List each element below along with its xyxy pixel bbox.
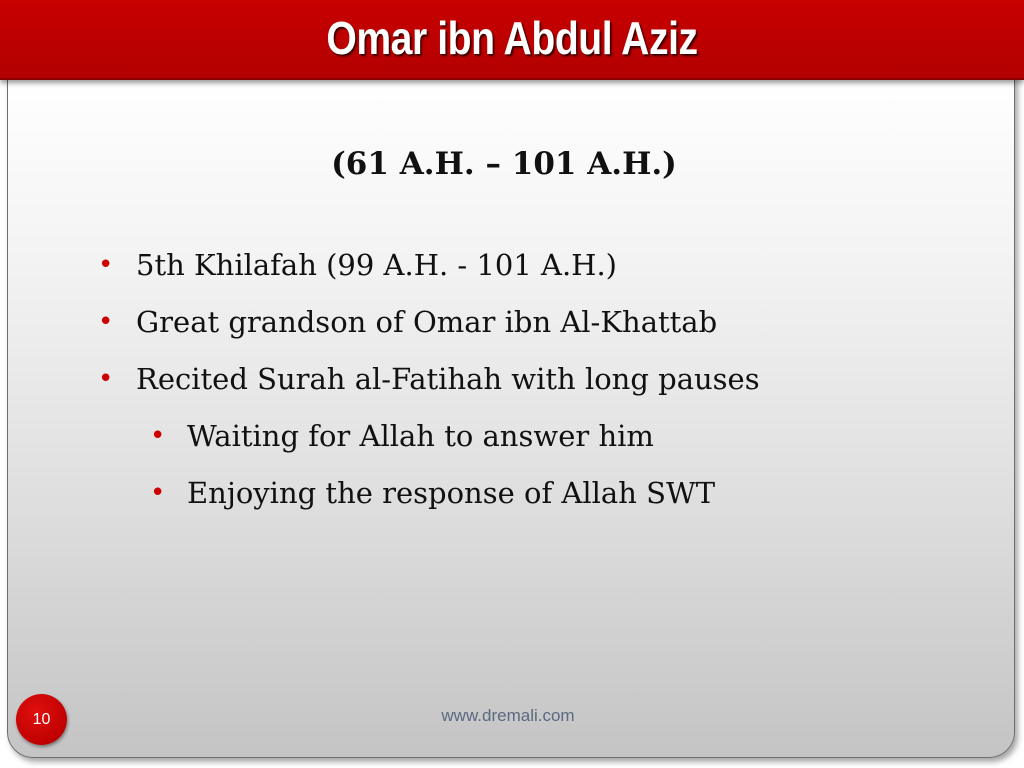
title-bar [0,0,1024,80]
bullet-text: Great grandson of Omar ibn Al-Khattab [136,305,718,339]
bullet-text: Recited Surah al-Fatihah with long pauses [136,362,760,396]
list-item [96,296,760,353]
slide-subtitle: (61 A.H. – 101 A.H.) [331,146,677,182]
page-number-badge: 10 [16,694,67,745]
sub-list-item [96,410,760,467]
bullet-icon: • [150,478,166,508]
list-item [96,239,760,296]
bullet-icon: • [98,307,114,337]
bullet-icon: • [98,364,114,394]
slide-title: Omar ibn Abdul Aziz [326,12,698,64]
bullet-text: 5th Khilafah (99 A.H. - 101 A.H.) [136,248,617,282]
bullet-text: Waiting for Allah to answer him [187,419,654,453]
bullet-icon: • [98,250,114,280]
bullet-list [96,239,760,524]
sub-list-item [96,467,760,524]
list-item [96,353,760,410]
bullet-text: Enjoying the response of Allah SWT [187,476,716,510]
footer-url: www.dremali.com [441,706,575,725]
bullet-icon: • [150,421,166,451]
